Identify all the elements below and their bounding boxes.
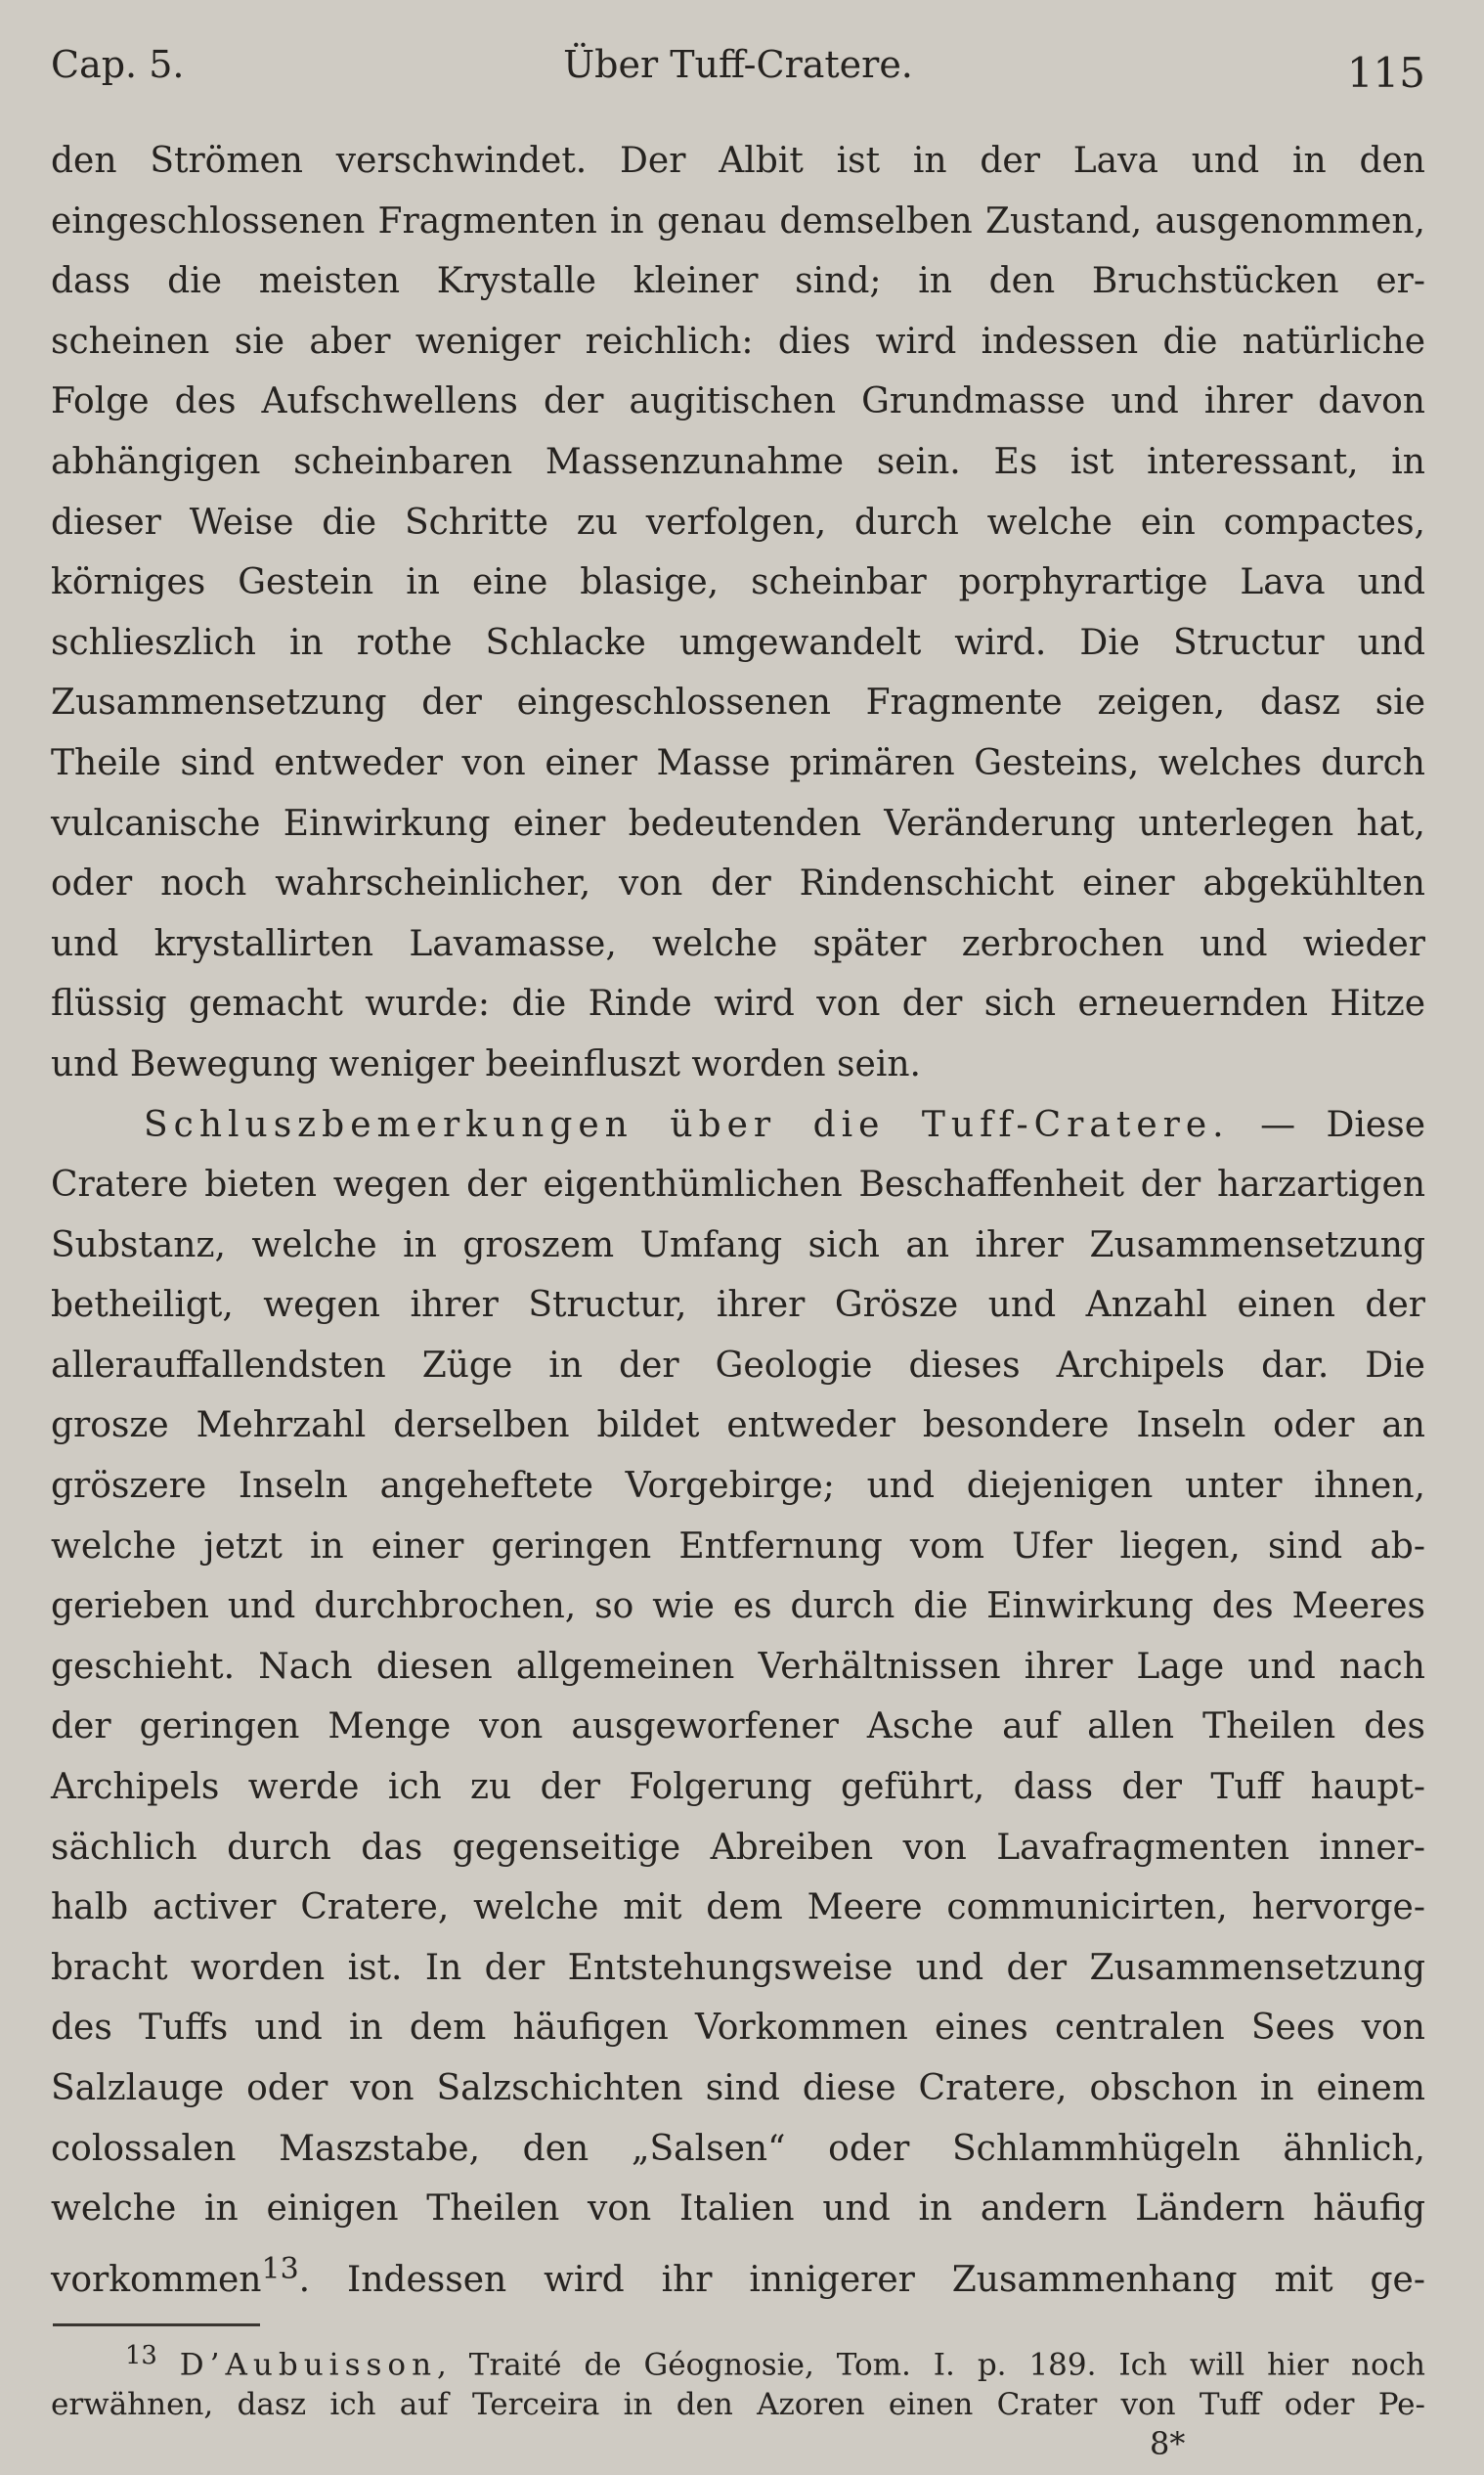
running-title: Über Tuff-Cratere. bbox=[563, 43, 913, 86]
text-line: betheiligt, wegen ihrer Structur, ihrer Grösze und Anzahl einen der bbox=[51, 1285, 1425, 1326]
section-heading-continuation: — Diese bbox=[1260, 1104, 1425, 1145]
text-line: körniges Gestein in eine blasige, scheinbar porphyrartige Lava und bbox=[51, 562, 1425, 603]
text-line: abhängigen scheinbaren Massenzunahme sein. Es ist interessant, in bbox=[51, 441, 1425, 482]
text-line: welche jetzt in einer geringen Entfernung vom Ufer liegen, sind ab- bbox=[51, 1525, 1425, 1567]
final-line-rest: . Indessen wird ihr innigerer Zusammenhang mit ge- bbox=[298, 2259, 1425, 2300]
text-line: des Tuffs und in dem häufigen Vorkommen eines centralen Sees von bbox=[51, 2008, 1425, 2049]
text-line: bracht worden ist. In der Entstehungsweise und der Zusammensetzung bbox=[51, 1947, 1425, 1988]
text-line: gerieben und durchbrochen, so wie es durch die Einwirkung des Meeres bbox=[51, 1586, 1425, 1627]
text-line: den Strömen verschwindet. Der Albit ist in der Lava und in den bbox=[51, 141, 1425, 181]
text-line: der geringen Menge von ausgeworfener Asche auf allen Theilen des bbox=[51, 1706, 1425, 1747]
text-line: schlieszlich in rothe Schlacke umgewandelt wird. Die Structur und bbox=[51, 622, 1425, 663]
body-text bbox=[51, 131, 1425, 2299]
section-heading: Schluszbemerkungen über die Tuff-Cratere. bbox=[144, 1104, 1230, 1145]
text-line: grosze Mehrzahl derselben bildet entweder besondere Inseln oder an bbox=[51, 1405, 1425, 1446]
text-line: flüssig gemacht wurde: die Rinde wird von der sich erneuernden Hitze bbox=[51, 984, 1425, 1025]
text-line: scheinen sie aber weniger reichlich: dies wird indessen die natürliche bbox=[51, 321, 1425, 362]
text-line: halb activer Cratere, welche mit dem Meere communicirten, hervorge- bbox=[51, 1887, 1425, 1928]
text-line: allerauffallendsten Züge in der Geologie dieses Archipels dar. Die bbox=[51, 1345, 1425, 1386]
text-line: gröszere Inseln angeheftete Vorgebirge; und diejenigen unter ihnen, bbox=[51, 1466, 1425, 1507]
footnote-author: D’Aubuisson bbox=[179, 2347, 438, 2383]
final-line-start: vorkommen bbox=[51, 2259, 262, 2300]
page-number: 115 bbox=[1346, 49, 1425, 97]
footnote-text: , Traité de Géognosie, Tom. I. p. 189. Ich will hier noch bbox=[437, 2347, 1425, 2383]
footnote-marker: 13 bbox=[125, 2341, 157, 2370]
footnotes bbox=[51, 2331, 1425, 2429]
text-line: sächlich durch das gegenseitige Abreiben von Lavafragmenten inner- bbox=[51, 1827, 1425, 1868]
footnote-reference: 13 bbox=[261, 2251, 299, 2286]
text-line: Cratere bieten wegen der eigenthümlichen Beschaffenheit der harzartigen bbox=[51, 1165, 1425, 1206]
text-line: dass die meisten Krystalle kleiner sind; in den Bruchstücken er- bbox=[51, 261, 1425, 302]
chapter-label: Cap. 5. bbox=[51, 43, 185, 86]
text-line: vulcanische Einwirkung einer bedeutenden Veränderung unterlegen hat, bbox=[51, 803, 1425, 844]
printer-signature: 8* bbox=[1150, 2425, 1186, 2462]
text-line: Substanz, welche in groszem Umfang sich an ihrer Zusammensetzung bbox=[51, 1224, 1425, 1265]
text-line: geschieht. Nach diesen allgemeinen Verhältnissen ihrer Lage und nach bbox=[51, 1646, 1425, 1687]
footnote-rule bbox=[53, 2323, 260, 2326]
text-line: oder noch wahrscheinlicher, von der Rindenschicht einer abgekühlten bbox=[51, 863, 1425, 905]
text-line: Zusammensetzung der eingeschlossenen Fragmente zeigen, dasz sie bbox=[51, 683, 1425, 724]
text-line: welche in einigen Theilen von Italien und in andern Ländern häufig bbox=[51, 2188, 1425, 2230]
text-line: eingeschlossenen Fragmenten in genau demselben Zustand, ausgenommen, bbox=[51, 200, 1425, 242]
running-head bbox=[51, 43, 1425, 102]
text-line: dieser Weise die Schritte zu verfolgen, durch welche ein compactes, bbox=[51, 502, 1425, 543]
text-line: Folge des Aufschwellens der augitischen Grundmasse und ihrer davon bbox=[51, 381, 1425, 422]
footnote-line: erwähnen, dasz ich auf Terceira in den Azoren einen Crater von Tuff oder Pe- bbox=[51, 2387, 1425, 2422]
text-line bbox=[51, 2239, 1425, 2300]
text-line: Archipels werde ich zu der Folgerung geführt, dass der Tuff haupt- bbox=[51, 1767, 1425, 1808]
text-line: Theile sind entweder von einer Masse primären Gesteins, welches durch bbox=[51, 742, 1425, 783]
text-line: colossalen Maszstabe, den „Salsen“ oder Schlammhügeln ähnlich, bbox=[51, 2128, 1425, 2169]
footnote-line bbox=[51, 2331, 1425, 2383]
paragraph-end-line: und Bewegung weniger beeinfluszt worden sein. bbox=[51, 1043, 921, 1084]
text-line: und krystallirten Lavamasse, welche später zerbrochen und wieder bbox=[51, 923, 1425, 964]
section-heading-line bbox=[51, 1095, 1425, 1156]
text-line: Salzlauge oder von Salzschichten sind diese Cratere, obschon in einem bbox=[51, 2068, 1425, 2108]
